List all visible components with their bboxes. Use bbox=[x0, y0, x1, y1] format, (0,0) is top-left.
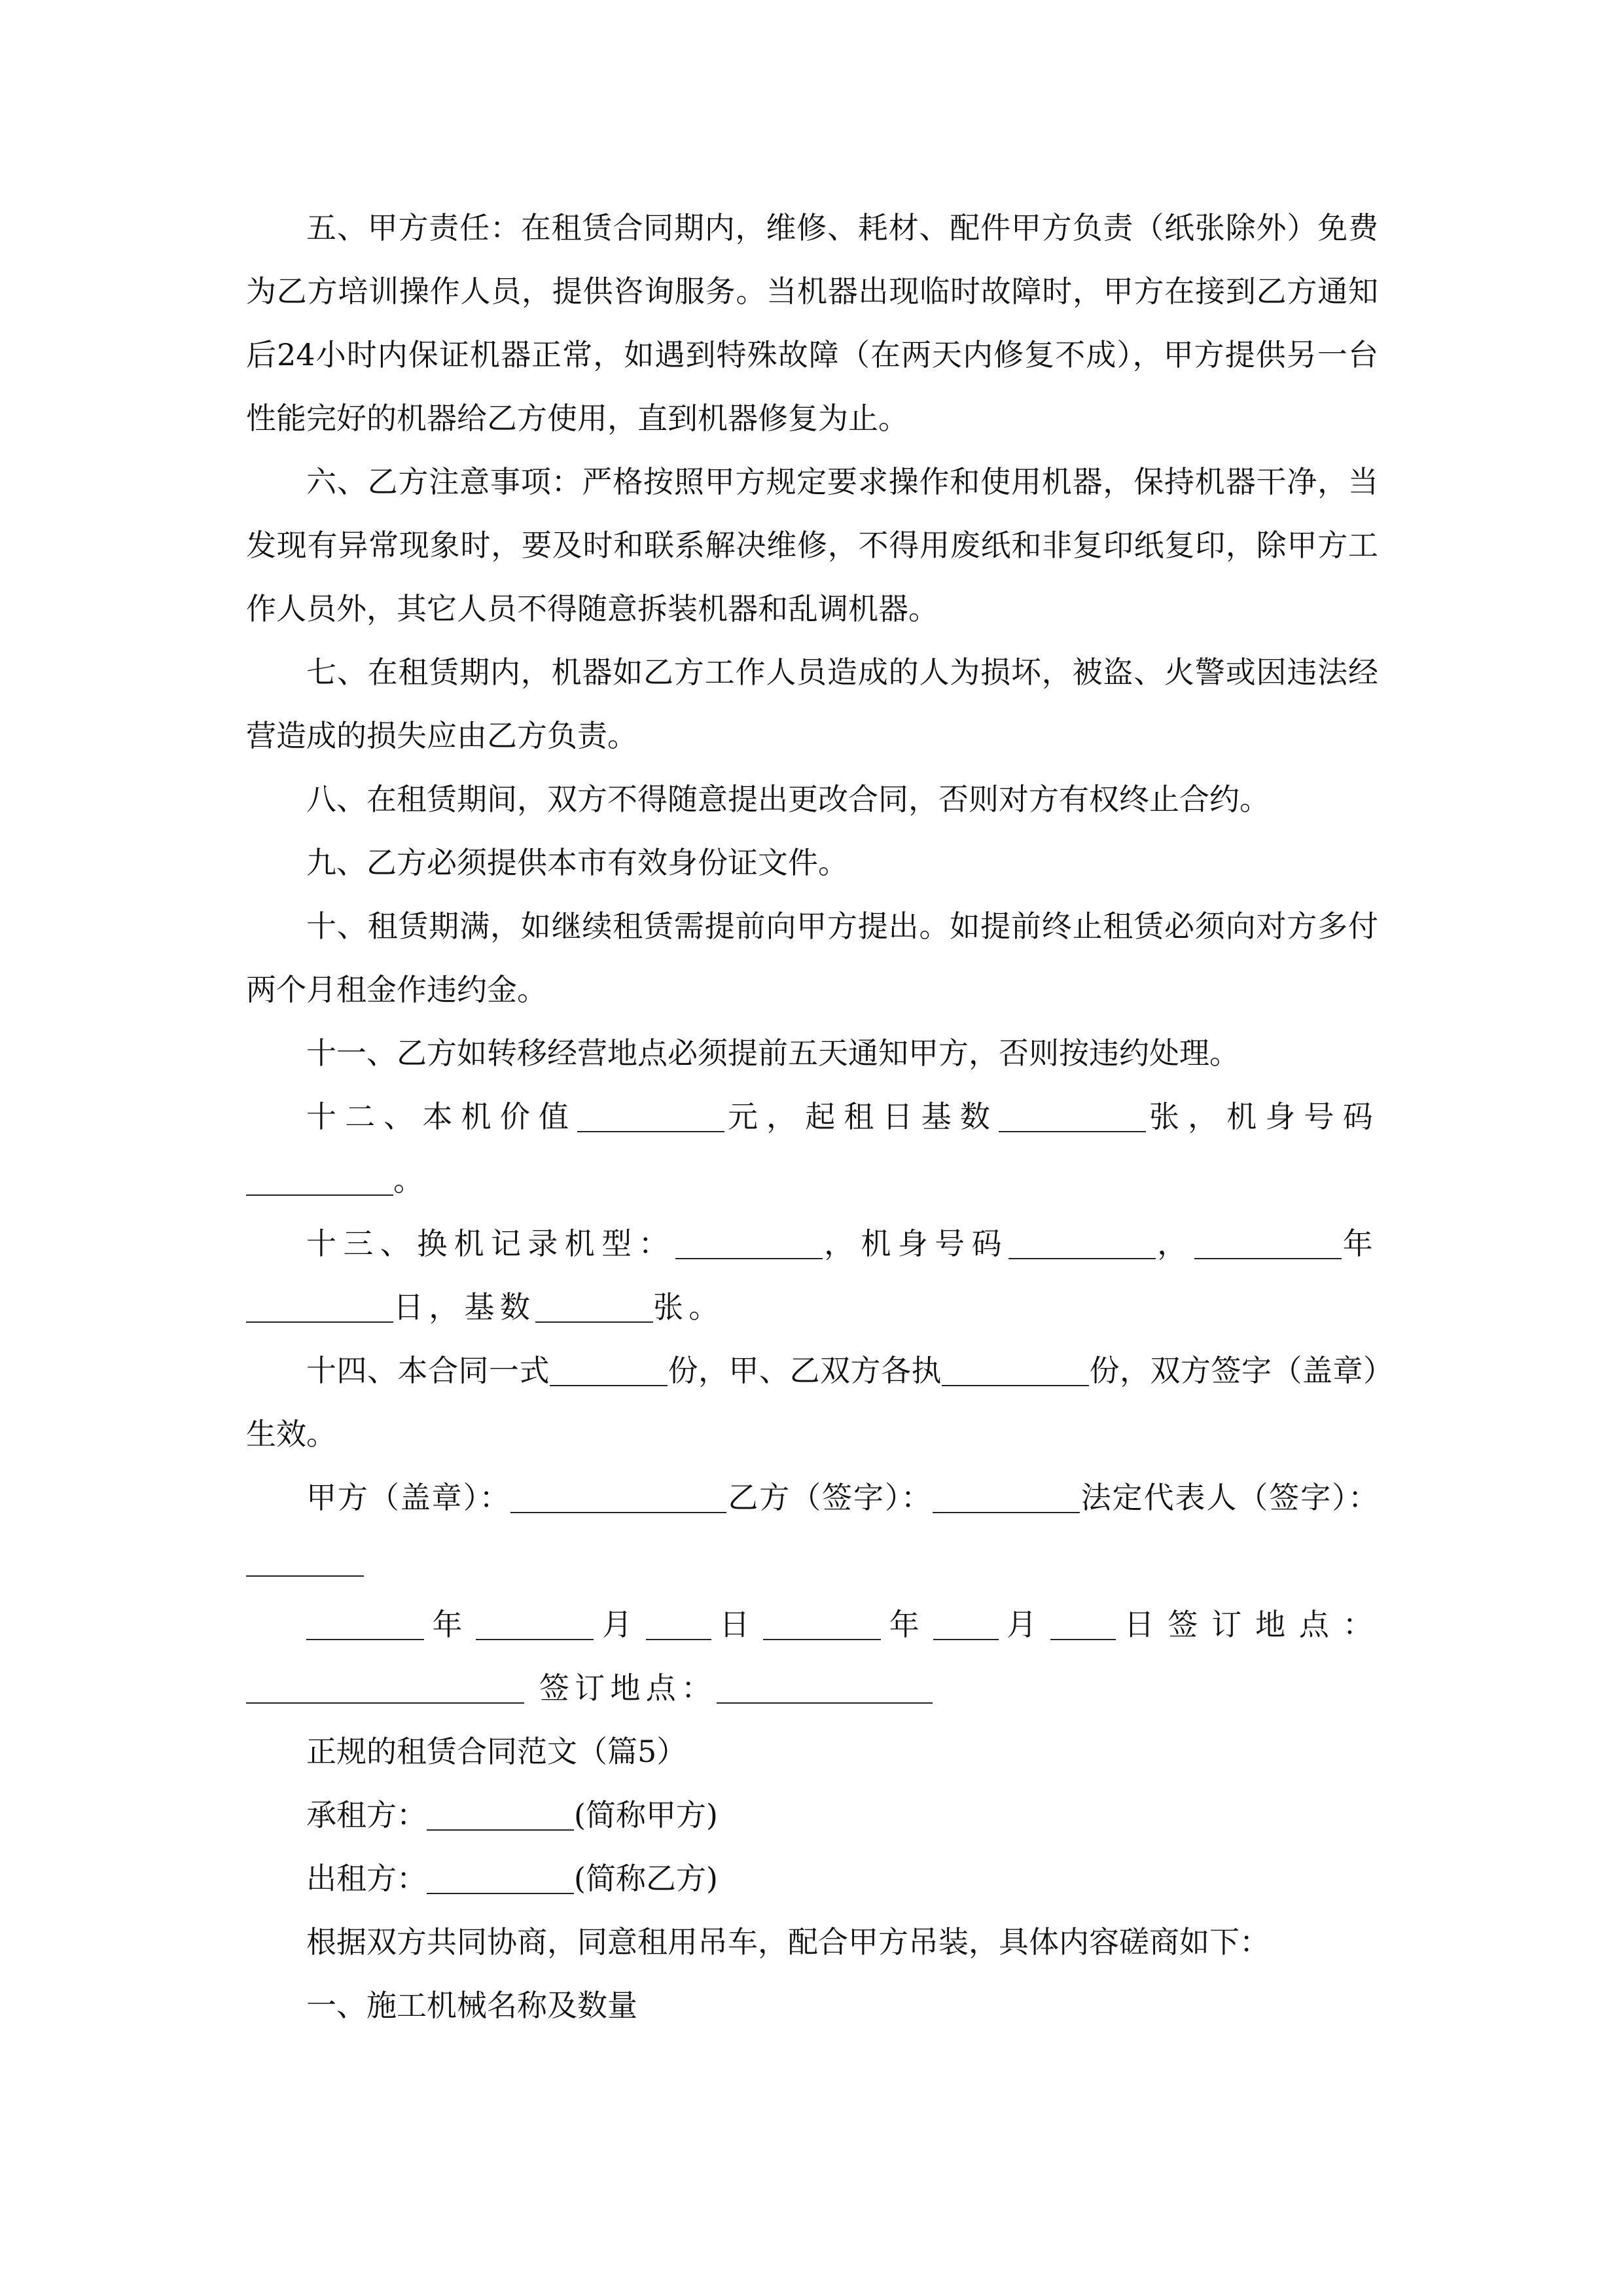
clause-13-text-b: ，机身号码 bbox=[822, 1226, 1009, 1261]
clause-12-text-d: 。 bbox=[393, 1162, 429, 1198]
clause-13-text-a: 十三、换机记录机型： bbox=[306, 1226, 675, 1261]
replacement-serial-blank[interactable] bbox=[1008, 1228, 1156, 1259]
clause-13-text-f: 张。 bbox=[653, 1289, 724, 1325]
sign-day-b-blank[interactable] bbox=[1050, 1609, 1116, 1640]
clause-5-party-a-duties: 五、甲方责任：在租赁合同期内，维修、耗材、配件甲方负责（纸张除外）免费为乙方培训操作人员，提供咨询服务。当机器出现临时故障时，甲方在接到乙方通知后24小时内保证机器正常，如遇到特殊故障（在两天内修复不成），甲方提供另一台性能完好的机器给乙方使用，直到机器修复为止。 bbox=[246, 210, 1378, 436]
party-b-sign-blank[interactable] bbox=[933, 1482, 1080, 1513]
clause-12-machine-value bbox=[246, 1085, 1378, 1212]
clause-14-text-b: 份，甲、乙双方各执 bbox=[668, 1353, 942, 1388]
clause-13-replacement-record bbox=[246, 1212, 1378, 1339]
sign-month-b-label: 月 bbox=[998, 1607, 1051, 1642]
legal-rep-blank[interactable] bbox=[246, 1545, 364, 1577]
section-title-5: 正规的租赁合同范文（篇5） bbox=[306, 1734, 687, 1769]
clause-14-text-c: 份，双方签字（盖章）生效。 bbox=[246, 1353, 1378, 1452]
sign-day-a-label: 日 bbox=[711, 1607, 764, 1642]
clause-14-text-a: 十四、本合同一式 bbox=[306, 1353, 550, 1388]
party-a-seal-blank[interactable] bbox=[510, 1482, 726, 1513]
legal-rep-label: 法定代表人（签字）： bbox=[1079, 1480, 1379, 1515]
sign-month-a-label: 月 bbox=[594, 1607, 646, 1642]
sign-month-b-blank[interactable] bbox=[933, 1609, 999, 1640]
clause-12-text-a: 十二、本机价值 bbox=[306, 1099, 578, 1134]
sign-place-b-label: 签订地点： bbox=[539, 1670, 717, 1706]
clause-13-text-c: ， bbox=[1156, 1226, 1194, 1261]
sign-day-a-blank[interactable] bbox=[646, 1609, 711, 1640]
sign-day-b-label: 日签订地点： bbox=[1116, 1607, 1379, 1642]
clause-12-text-b: 元，起租日基数 bbox=[724, 1099, 999, 1134]
clause-13-text-e: 日，基数 bbox=[393, 1289, 536, 1325]
clause-10-expiry: 十、租赁期满，如继续租赁需提前向甲方提出。如提前终止租赁必须向对方多付两个月租金作违约金。 bbox=[246, 908, 1378, 1007]
lessee-note: (简称甲方) bbox=[574, 1797, 718, 1833]
replacement-year-blank[interactable] bbox=[1194, 1228, 1342, 1259]
document-body bbox=[246, 196, 1378, 2037]
clause-14-copies bbox=[246, 1339, 1378, 1466]
contract-intro: 根据双方共同协商，同意租用吊车，配合甲方吊装，具体内容磋商如下： bbox=[306, 1924, 1270, 1960]
clause-7-liability: 七、在租赁期内，机器如乙方工作人员造成的人为损坏，被盗、火警或因违法经营造成的损失应由乙方负责。 bbox=[246, 655, 1378, 753]
machine-value-blank[interactable] bbox=[577, 1101, 724, 1132]
copies-each-blank[interactable] bbox=[942, 1355, 1089, 1386]
lessee-name-blank[interactable] bbox=[427, 1799, 574, 1831]
sign-year-a-label: 年 bbox=[424, 1607, 476, 1642]
copies-total-blank[interactable] bbox=[550, 1355, 668, 1386]
sign-month-a-blank[interactable] bbox=[476, 1609, 594, 1640]
clause-6-party-b-notes: 六、乙方注意事项：严格按照甲方规定要求操作和使用机器，保持机器干净，当发现有异常现象时，要及时和联系解决维修，不得用废纸和非复印纸复印，除甲方工作人员外，其它人员不得随意拆装机器和乱调机器。 bbox=[246, 464, 1378, 626]
lessor-label: 出租方： bbox=[306, 1861, 427, 1896]
replacement-count-blank[interactable] bbox=[535, 1291, 653, 1323]
lessor-note: (简称乙方) bbox=[574, 1861, 718, 1896]
sign-year-b-label: 年 bbox=[881, 1607, 933, 1642]
lessor-name-blank[interactable] bbox=[427, 1863, 574, 1894]
signature-block bbox=[246, 1466, 1378, 1593]
sign-place-b-blank[interactable] bbox=[717, 1672, 933, 1704]
sign-place-a-blank[interactable] bbox=[246, 1672, 524, 1704]
signing-date-place bbox=[246, 1593, 1378, 1720]
party-a-seal-label: 甲方（盖章）： bbox=[306, 1480, 511, 1515]
serial-number-blank[interactable] bbox=[246, 1164, 393, 1196]
clause-11-relocation: 十一、乙方如转移经营地点必须提前五天通知甲方，否则按违约处理。 bbox=[306, 1035, 1240, 1071]
lessee-line bbox=[246, 1784, 1378, 1847]
base-count-blank[interactable] bbox=[999, 1101, 1146, 1132]
clause-12-text-c: 张，机身号码 bbox=[1146, 1099, 1378, 1134]
replacement-model-blank[interactable] bbox=[675, 1228, 823, 1259]
sign-year-a-blank[interactable] bbox=[306, 1609, 424, 1640]
replacement-day-blank[interactable] bbox=[246, 1291, 393, 1323]
clause-9-id-documents: 九、乙方必须提供本市有效身份证文件。 bbox=[306, 845, 848, 880]
clause-13-text-d: 年 bbox=[1341, 1226, 1378, 1261]
party-b-sign-label: 乙方（签字）： bbox=[726, 1480, 933, 1515]
clause-8-no-changes: 八、在租赁期间，双方不得随意提出更改合同，否则对方有权终止合约。 bbox=[306, 781, 1270, 817]
sign-year-b-blank[interactable] bbox=[763, 1609, 881, 1640]
item-1-heading: 一、施工机械名称及数量 bbox=[306, 1988, 637, 2023]
lessor-line bbox=[246, 1847, 1378, 1910]
lessee-label: 承租方： bbox=[306, 1797, 427, 1833]
